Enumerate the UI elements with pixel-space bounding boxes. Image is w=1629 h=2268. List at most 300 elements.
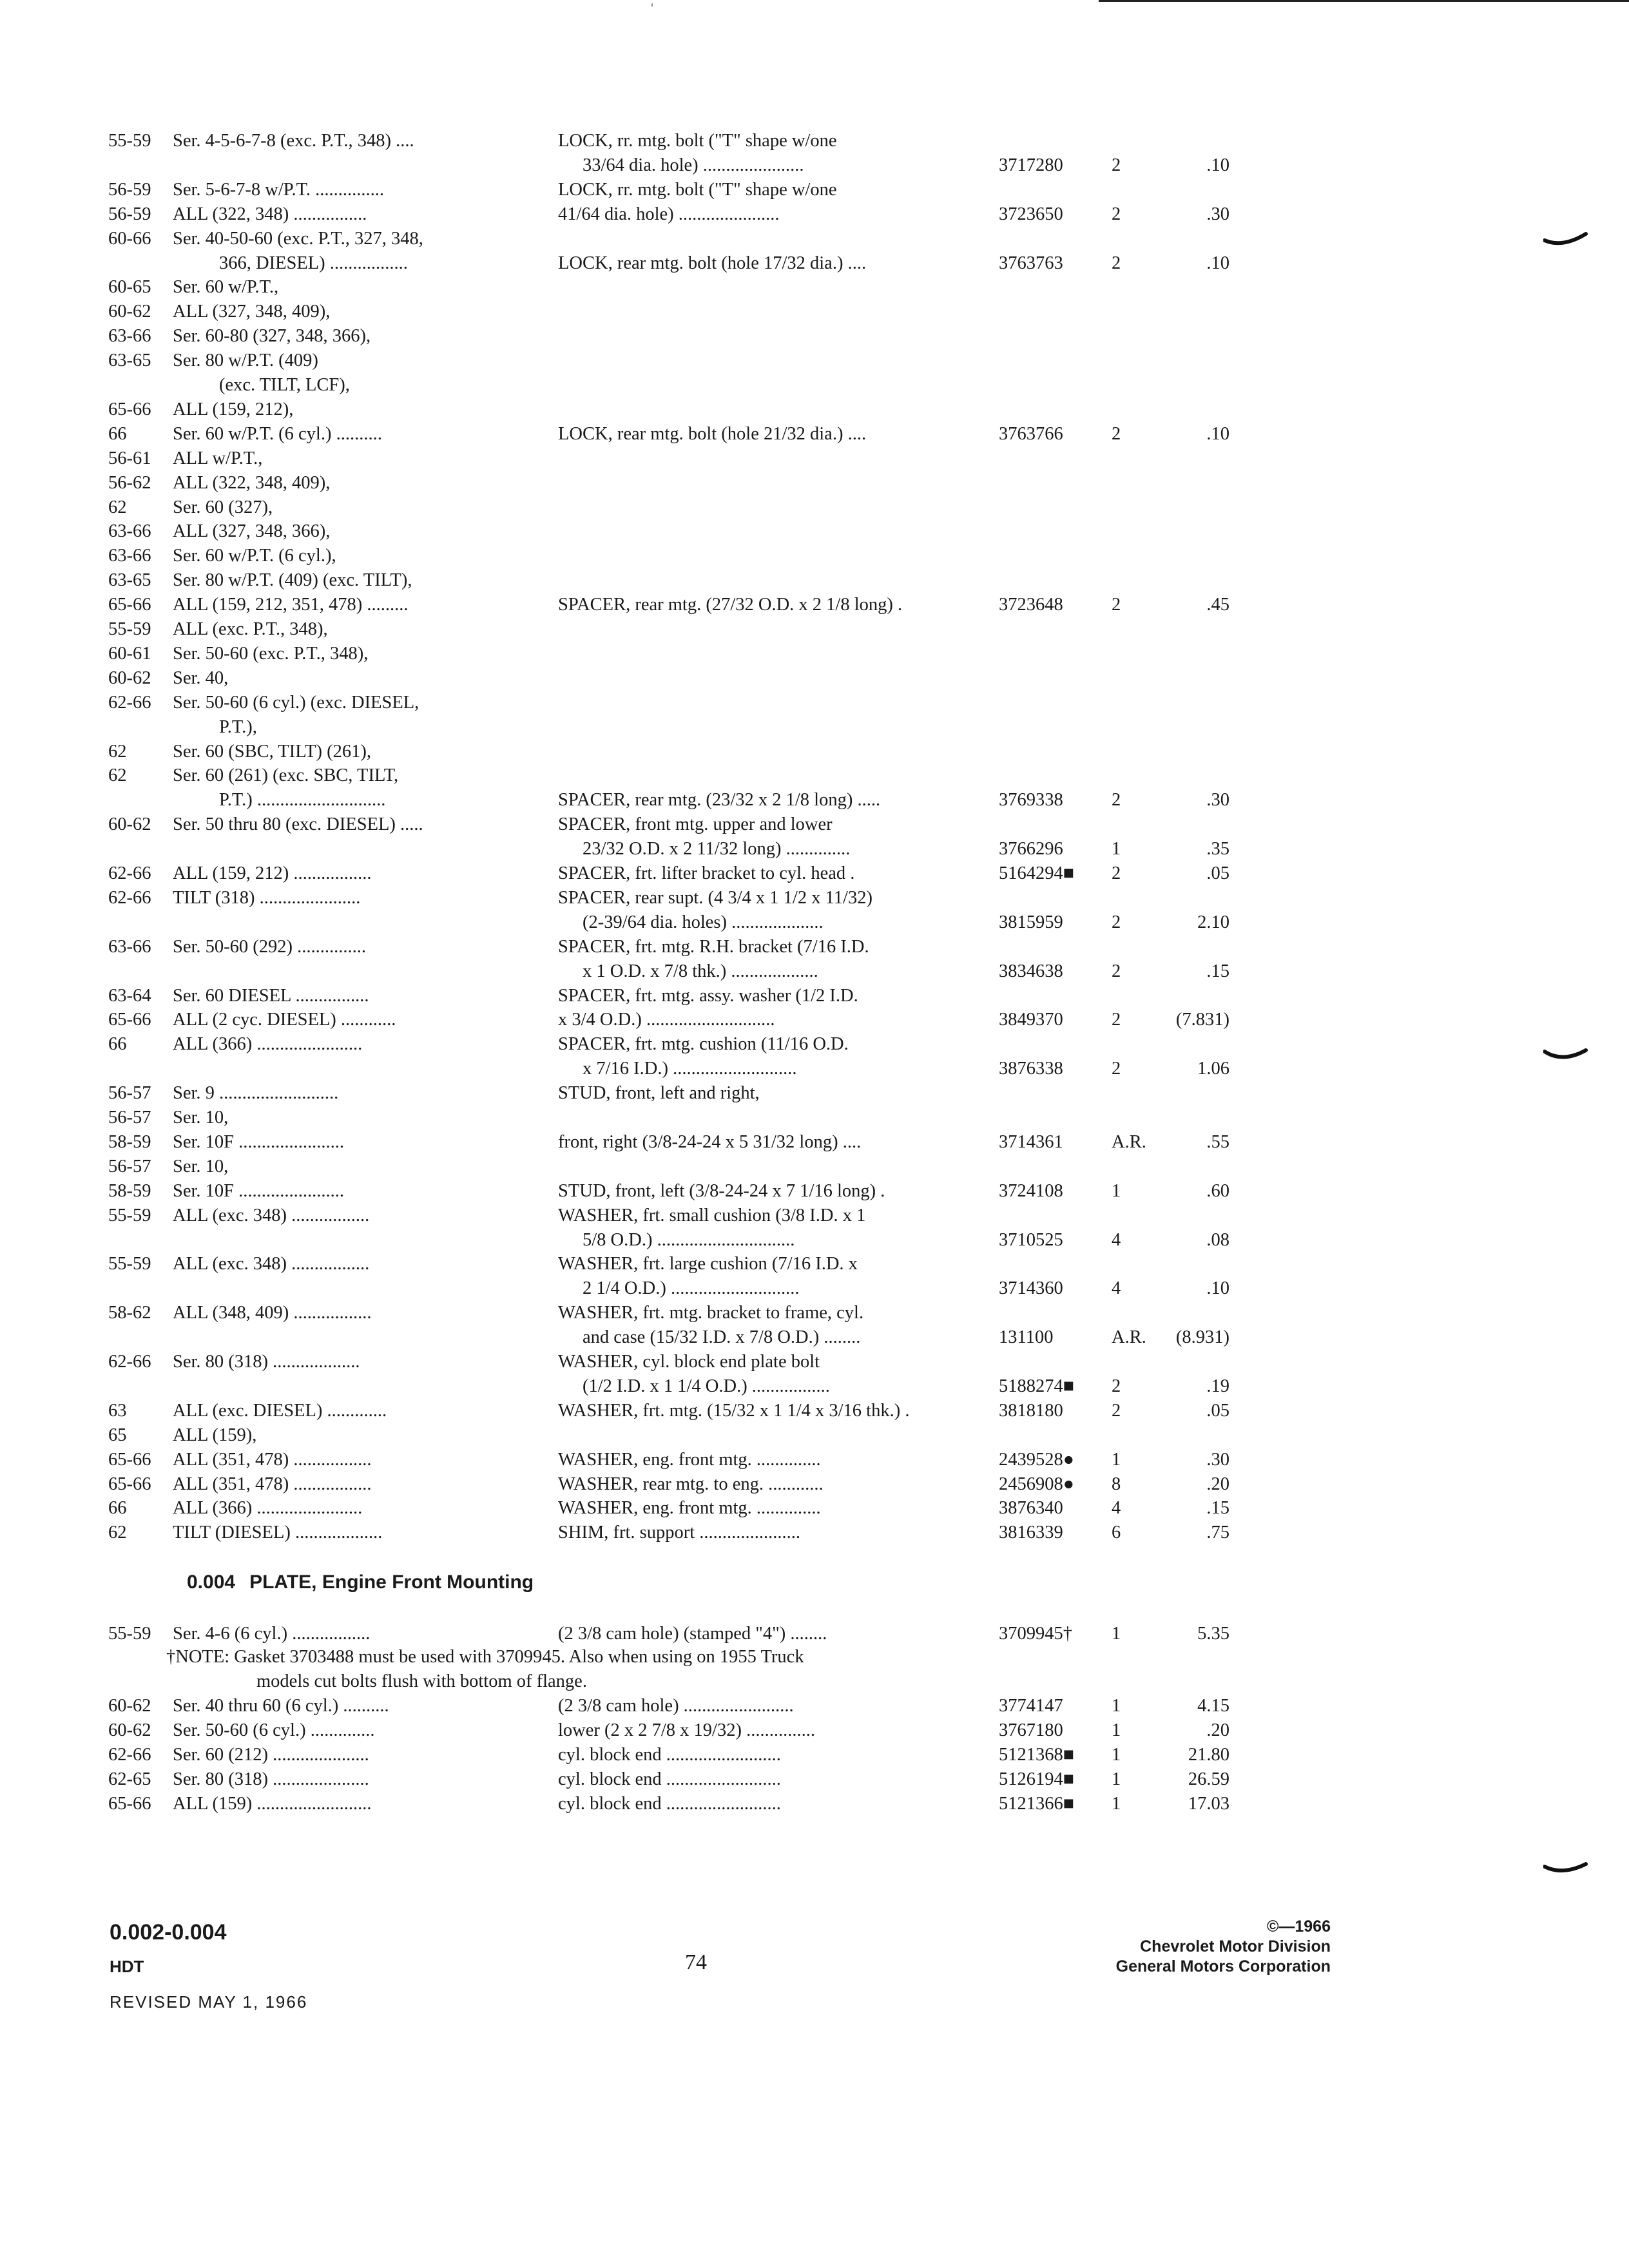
price: .08 <box>1206 1229 1229 1250</box>
table-row <box>0 324 1629 349</box>
model-year: 65-66 <box>108 595 151 615</box>
footer-code: HDT <box>110 1957 144 1976</box>
table-row <box>0 593 1629 617</box>
quantity: 2 <box>1112 253 1121 273</box>
price: 4.15 <box>1197 1696 1229 1716</box>
table-row <box>0 1032 1629 1057</box>
table-row <box>0 349 1629 373</box>
quantity: 4 <box>1112 1498 1121 1519</box>
application: ALL (exc. P.T., 348), <box>173 619 328 639</box>
table-row <box>0 1228 1629 1253</box>
table-row <box>0 1374 1629 1399</box>
table-row <box>0 1496 1629 1521</box>
quantity: 2 <box>1112 863 1121 883</box>
part-number: 5126194■ <box>999 1769 1074 1789</box>
description: SPACER, rear supt. (4 3/4 x 1 1/2 x 11/32) <box>558 887 872 908</box>
description: 33/64 dia. hole) ...................... <box>583 155 804 175</box>
application: ALL (348, 409) ................. <box>173 1303 372 1323</box>
application: Ser. 40-50-60 (exc. P.T., 327, 348, <box>173 228 423 249</box>
part-number: 3763766 <box>999 423 1063 444</box>
description: 23/32 O.D. x 2 11/32 long) .............. <box>583 839 851 860</box>
description: (2 3/8 cam hole) (stamped "4") ........ <box>558 1624 827 1644</box>
quantity: 1 <box>1112 1180 1121 1201</box>
table-row <box>0 935 1629 959</box>
model-year: 58-59 <box>108 1131 151 1152</box>
application: TILT (318) ...................... <box>173 887 361 908</box>
part-number: 3816339 <box>999 1523 1063 1543</box>
table-row <box>0 886 1629 910</box>
model-year: 56-57 <box>108 1108 151 1128</box>
price: .35 <box>1206 839 1229 860</box>
description: LOCK, rr. mtg. bolt ("T" shape w/one <box>558 179 837 200</box>
table-row <box>0 1252 1629 1276</box>
quantity: 1 <box>1112 1624 1121 1644</box>
quantity: 6 <box>1112 1523 1121 1543</box>
price: .15 <box>1206 961 1229 981</box>
table-row <box>0 642 1629 666</box>
part-number: 3849370 <box>999 1010 1063 1030</box>
table-row <box>0 861 1629 886</box>
application: ALL (322, 348, 409), <box>173 472 331 493</box>
table-row <box>0 691 1629 715</box>
price: 21.80 <box>1188 1745 1229 1765</box>
price: .60 <box>1206 1180 1229 1201</box>
price: .75 <box>1206 1523 1229 1543</box>
price: 2.10 <box>1197 912 1229 932</box>
table-row <box>0 1423 1629 1448</box>
model-year: 56-62 <box>108 472 151 493</box>
quantity: 4 <box>1112 1278 1121 1299</box>
table-row <box>0 984 1629 1008</box>
application: ALL (159, 212) ................. <box>173 863 372 883</box>
application: Ser. 60 (261) (exc. SBC, TILT, <box>173 765 399 786</box>
part-number: 3717280 <box>999 155 1063 175</box>
model-year: 63-65 <box>108 570 151 591</box>
footer-revised-date: REVISED MAY 1, 1966 <box>110 1992 308 2012</box>
application: ALL (159, 212, 351, 478) ......... <box>173 595 409 615</box>
quantity: 1 <box>1112 1449 1121 1470</box>
application: Ser. 60 w/P.T. (6 cyl.) .......... <box>173 423 382 444</box>
table-row <box>0 1130 1629 1155</box>
price: .05 <box>1206 1400 1229 1421</box>
application: Ser. 50-60 (292) ............... <box>173 936 367 957</box>
table-row <box>0 812 1629 837</box>
application: Ser. 60 (SBC, TILT) (261), <box>173 741 371 762</box>
copyright-division: Chevrolet Motor Division <box>1140 1937 1331 1956</box>
part-number: 5164294■ <box>999 863 1074 883</box>
table-row <box>0 764 1629 788</box>
application: Ser. 60 DIESEL ................ <box>173 985 369 1006</box>
model-year: 66 <box>108 1498 127 1519</box>
description: SHIM, frt. support ...................... <box>558 1523 801 1543</box>
model-year: 62-66 <box>108 1745 151 1765</box>
application: Ser. 5-6-7-8 w/P.T. ............... <box>173 179 385 200</box>
description: SPACER, front mtg. upper and lower <box>558 814 833 835</box>
description: x 1 O.D. x 7/8 thk.) ................... <box>583 961 818 981</box>
model-year: 56-61 <box>108 448 151 468</box>
part-number: 5121368■ <box>999 1745 1074 1765</box>
application: Ser. 10, <box>173 1156 229 1177</box>
model-year: 65 <box>108 1425 127 1445</box>
part-number: 3723648 <box>999 595 1063 615</box>
description: x 7/16 I.D.) ........................... <box>583 1059 797 1079</box>
price: .30 <box>1206 204 1229 224</box>
part-number: 3763763 <box>999 253 1063 273</box>
table-row <box>0 202 1629 227</box>
model-year: 65-66 <box>108 1474 151 1494</box>
model-year: 63-66 <box>108 326 151 347</box>
price: .10 <box>1206 1278 1229 1299</box>
description: SPACER, frt. mtg. assy. washer (1/2 I.D. <box>558 985 858 1006</box>
model-year: 55-59 <box>108 1254 151 1274</box>
price: .20 <box>1206 1474 1229 1494</box>
top-rule <box>1099 0 1629 2</box>
model-year: 62-66 <box>108 887 151 908</box>
table-row <box>0 1521 1629 1545</box>
price: .45 <box>1206 595 1229 615</box>
price: 17.03 <box>1188 1794 1229 1814</box>
model-year: 60-62 <box>108 302 151 322</box>
application: Ser. 10, <box>173 1108 229 1128</box>
application: ALL (exc. 348) ................. <box>173 1254 370 1274</box>
model-year: 60-65 <box>108 277 151 298</box>
model-year: 62 <box>108 497 127 517</box>
part-number: 3766296 <box>999 839 1063 860</box>
application: Ser. 10F ....................... <box>173 1131 345 1152</box>
model-year: 63-65 <box>108 351 151 371</box>
part-number: 3769338 <box>999 790 1063 811</box>
application: 366, DIESEL) ................. <box>219 253 408 273</box>
table-row <box>0 422 1629 447</box>
model-year: 60-62 <box>108 1720 151 1740</box>
table-row <box>0 1448 1629 1472</box>
description: SPACER, rear mtg. (23/32 x 2 1/8 long) ..... <box>558 790 881 811</box>
table-row <box>0 910 1629 935</box>
application: ALL (159, 212), <box>173 399 294 419</box>
description: SPACER, frt. lifter bracket to cyl. head . <box>558 863 855 883</box>
table-row <box>0 959 1629 984</box>
description: cyl. block end ......................... <box>558 1745 781 1765</box>
model-year: 63-66 <box>108 546 151 566</box>
table-row <box>0 251 1629 276</box>
description: WASHER, eng. front mtg. .............. <box>558 1449 821 1470</box>
part-number: 3774147 <box>999 1696 1063 1716</box>
table-row <box>0 1106 1629 1130</box>
application: Ser. 60 (212) ..................... <box>173 1745 369 1765</box>
table-row <box>0 495 1629 520</box>
table-row <box>0 1718 1629 1743</box>
price: .10 <box>1206 423 1229 444</box>
price: .10 <box>1206 155 1229 175</box>
description: 41/64 dia. hole) ...................... <box>558 204 780 224</box>
part-number: 3876338 <box>999 1059 1063 1079</box>
model-year: 65-66 <box>108 399 151 419</box>
table-row <box>0 740 1629 764</box>
table-row <box>0 544 1629 568</box>
application: Ser. 40 thru 60 (6 cyl.) .......... <box>173 1696 389 1716</box>
application: ALL (2 cyc. DIESEL) ............ <box>173 1010 396 1030</box>
quantity: 2 <box>1112 1376 1121 1396</box>
table-row <box>0 1008 1629 1032</box>
price: (7.831) <box>1175 1010 1229 1030</box>
table-row <box>0 568 1629 593</box>
quantity: 1 <box>1112 1794 1121 1814</box>
description: (2-39/64 dia. holes) .................... <box>583 912 824 932</box>
table-row <box>0 129 1629 153</box>
table-row <box>0 1301 1629 1325</box>
model-year: 58-59 <box>108 1180 151 1201</box>
application: Ser. 10F ....................... <box>173 1180 345 1201</box>
application: Ser. 50 thru 80 (exc. DIESEL) ..... <box>173 814 423 835</box>
part-number: 3723650 <box>999 204 1063 224</box>
price: .15 <box>1206 1498 1229 1519</box>
application: Ser. 80 (318) ................... <box>173 1352 360 1372</box>
model-year: 62-66 <box>108 863 151 883</box>
description: SPACER, rear mtg. (27/32 O.D. x 2 1/8 long) . <box>558 595 903 615</box>
model-year: 63-66 <box>108 521 151 542</box>
description: SPACER, frt. mtg. R.H. bracket (7/16 I.D. <box>558 936 869 957</box>
model-year: 63-64 <box>108 985 151 1006</box>
part-number: 3876340 <box>999 1498 1063 1519</box>
application: ALL (322, 348) ................ <box>173 204 367 224</box>
part-number: 3767180 <box>999 1720 1063 1740</box>
application: ALL w/P.T., <box>173 448 263 468</box>
application: ALL (exc. 348) ................. <box>173 1205 370 1225</box>
table-row <box>0 788 1629 812</box>
part-number: 3709945† <box>999 1624 1072 1644</box>
model-year: 55-59 <box>108 1624 151 1644</box>
model-year: 55-59 <box>108 131 151 151</box>
model-year: 65-66 <box>108 1794 151 1814</box>
page-number: 74 <box>685 1950 707 1974</box>
note-line-1: †NOTE: Gasket 3703488 must be used with 3709945. Also when using on 1955 Truck <box>166 1647 804 1667</box>
model-year: 63-66 <box>108 936 151 957</box>
application: ALL (366) ....................... <box>173 1034 363 1055</box>
application: Ser. 50-60 (6 cyl.) .............. <box>173 1720 375 1740</box>
description: 5/8 O.D.) .............................. <box>583 1229 795 1250</box>
table-row <box>0 1325 1629 1350</box>
table-row <box>0 398 1629 422</box>
quantity: 1 <box>1112 1769 1121 1789</box>
description: 2 1/4 O.D.) ............................ <box>583 1278 800 1299</box>
price: .10 <box>1206 253 1229 273</box>
quantity: 1 <box>1112 839 1121 860</box>
price: (8.931) <box>1175 1327 1229 1348</box>
price: .19 <box>1206 1376 1229 1396</box>
table-row <box>0 1155 1629 1179</box>
description: (2 3/8 cam hole) ........................ <box>558 1696 794 1716</box>
model-year: 62 <box>108 741 127 762</box>
part-number: 2456908● <box>999 1474 1074 1494</box>
application: Ser. 80 (318) ..................... <box>173 1769 369 1789</box>
quantity: 2 <box>1112 423 1121 444</box>
model-year: 60-66 <box>108 228 151 249</box>
copyright-corporation: General Motors Corporation <box>1115 1957 1331 1975</box>
table-row <box>0 471 1629 495</box>
part-number: 2439528● <box>999 1449 1074 1470</box>
price: .30 <box>1206 790 1229 811</box>
quantity: 2 <box>1112 1059 1121 1079</box>
quantity: A.R. <box>1112 1131 1146 1152</box>
table-row <box>0 1622 1629 1646</box>
description: WASHER, frt. large cushion (7/16 I.D. x <box>558 1254 858 1274</box>
model-year: 60-62 <box>108 668 151 688</box>
part-number: 3724108 <box>999 1180 1063 1201</box>
application: ALL (159) ......................... <box>173 1794 372 1814</box>
model-year: 56-59 <box>108 179 151 200</box>
part-number: 3834638 <box>999 961 1063 981</box>
application: ALL (327, 348, 366), <box>173 521 331 542</box>
description: WASHER, rear mtg. to eng. ............ <box>558 1474 824 1494</box>
quantity: 2 <box>1112 155 1121 175</box>
table-row <box>0 519 1629 544</box>
table-row <box>0 153 1629 178</box>
margin-mark <box>1543 1852 1588 1878</box>
table-row <box>0 837 1629 861</box>
description: WASHER, frt. mtg. bracket to frame, cyl. <box>558 1303 864 1323</box>
table-row <box>0 1057 1629 1081</box>
model-year: 60-61 <box>108 643 151 664</box>
table-row <box>0 1767 1629 1792</box>
application: ALL (exc. DIESEL) ............. <box>173 1400 387 1421</box>
description: LOCK, rear mtg. bolt (hole 17/32 dia.) .... <box>558 253 867 273</box>
description: LOCK, rear mtg. bolt (hole 21/32 dia.) .... <box>558 423 867 444</box>
model-year: 62-66 <box>108 1352 151 1372</box>
application: Ser. 60-80 (327, 348, 366), <box>173 326 371 347</box>
quantity: 2 <box>1112 595 1121 615</box>
quantity: 2 <box>1112 790 1121 811</box>
part-number: 3714360 <box>999 1278 1063 1299</box>
application: Ser. 60 (327), <box>173 497 273 517</box>
model-year: 62 <box>108 1523 127 1543</box>
table-row <box>0 1204 1629 1228</box>
application: ALL (366) ....................... <box>173 1498 363 1519</box>
quantity: 2 <box>1112 204 1121 224</box>
application: Ser. 50-60 (6 cyl.) (exc. DIESEL, <box>173 692 419 713</box>
application: Ser. 9 .......................... <box>173 1083 339 1104</box>
model-year: 66 <box>108 1034 127 1055</box>
table-row <box>0 275 1629 300</box>
table-row <box>0 227 1629 251</box>
table-row <box>0 178 1629 202</box>
application: P.T.), <box>219 716 257 737</box>
table-row <box>0 373 1629 398</box>
part-number: 3710525 <box>999 1229 1063 1250</box>
price: .05 <box>1206 863 1229 883</box>
table-row <box>0 715 1629 740</box>
table-row <box>0 1743 1629 1767</box>
part-number: 5121366■ <box>999 1794 1074 1814</box>
table-row <box>0 1350 1629 1374</box>
application: Ser. 60 w/P.T., <box>173 277 279 298</box>
application: ALL (351, 478) ................. <box>173 1474 372 1494</box>
model-year: 65-66 <box>108 1010 151 1030</box>
application: Ser. 4-6 (6 cyl.) ................. <box>173 1624 371 1644</box>
quantity: 1 <box>1112 1745 1121 1765</box>
application: Ser. 80 w/P.T. (409) <box>173 351 318 371</box>
model-year: 55-59 <box>108 619 151 639</box>
footer-section-range: 0.002-0.004 <box>110 1920 227 1945</box>
application: ALL (351, 478) ................. <box>173 1449 372 1470</box>
table-row <box>0 1792 1629 1816</box>
model-year: 58-62 <box>108 1303 151 1323</box>
model-year: 62-66 <box>108 692 151 713</box>
application: Ser. 80 w/P.T. (409) (exc. TILT), <box>173 570 412 591</box>
table-row <box>0 1081 1629 1106</box>
table-row <box>0 300 1629 324</box>
quantity: 1 <box>1112 1720 1121 1740</box>
copyright-block <box>967 1917 1331 1977</box>
note-line-2: models cut bolts flush with bottom of flange. <box>256 1671 587 1691</box>
model-year: 62 <box>108 765 127 786</box>
part-number: 5188274■ <box>999 1376 1074 1396</box>
model-year: 60-62 <box>108 1696 151 1716</box>
quantity: 8 <box>1112 1474 1121 1494</box>
application: ALL (327, 348, 409), <box>173 302 331 322</box>
description: WASHER, eng. front mtg. .............. <box>558 1498 821 1519</box>
price: 1.06 <box>1197 1059 1229 1079</box>
application: Ser. 4-5-6-7-8 (exc. P.T., 348) .... <box>173 131 414 151</box>
section-number: 0.004 <box>187 1571 236 1593</box>
description: WASHER, frt. small cushion (3/8 I.D. x 1 <box>558 1205 866 1225</box>
quantity: 2 <box>1112 1400 1121 1421</box>
table-row <box>0 617 1629 642</box>
section-title: PLATE, Engine Front Mounting <box>249 1571 534 1593</box>
top-mark: ' <box>651 0 653 16</box>
price: .30 <box>1206 1449 1229 1470</box>
model-year: 62-65 <box>108 1769 151 1789</box>
description: WASHER, cyl. block end plate bolt <box>558 1352 820 1372</box>
quantity: 4 <box>1112 1229 1121 1250</box>
description: lower (2 x 2 7/8 x 19/32) ............... <box>558 1720 815 1740</box>
quantity: 1 <box>1112 1696 1121 1716</box>
price: .20 <box>1206 1720 1229 1740</box>
application: Ser. 60 w/P.T. (6 cyl.), <box>173 546 336 566</box>
price: 26.59 <box>1188 1769 1229 1789</box>
price: 5.35 <box>1197 1624 1229 1644</box>
table-row <box>0 666 1629 691</box>
section-heading <box>187 1571 534 1593</box>
description: and case (15/32 I.D. x 7/8 O.D.) ........ <box>583 1327 861 1348</box>
part-number: 3714361 <box>999 1131 1063 1152</box>
description: cyl. block end ......................... <box>558 1794 781 1814</box>
model-year: 56-59 <box>108 204 151 224</box>
table-row <box>0 1694 1629 1718</box>
model-year: 63 <box>108 1400 127 1421</box>
description: STUD, front, left and right, <box>558 1083 760 1104</box>
model-year: 60-62 <box>108 814 151 835</box>
description: WASHER, frt. mtg. (15/32 x 1 1/4 x 3/16 thk.) . <box>558 1400 910 1421</box>
part-number: 3818180 <box>999 1400 1063 1421</box>
application: P.T.) ............................ <box>219 790 386 811</box>
description: x 3/4 O.D.) ............................ <box>558 1010 775 1030</box>
model-year: 56-57 <box>108 1156 151 1177</box>
part-number: 3815959 <box>999 912 1063 932</box>
quantity: 2 <box>1112 961 1121 981</box>
quantity: A.R. <box>1112 1327 1146 1348</box>
part-number: 131100 <box>999 1327 1054 1348</box>
model-year: 56-57 <box>108 1083 151 1104</box>
table-row <box>0 1472 1629 1497</box>
application: Ser. 50-60 (exc. P.T., 348), <box>173 643 369 664</box>
quantity: 2 <box>1112 1010 1121 1030</box>
description: STUD, front, left (3/8-24-24 x 7 1/16 long) . <box>558 1180 885 1201</box>
application: Ser. 40, <box>173 668 229 688</box>
price: .55 <box>1206 1131 1229 1152</box>
model-year: 66 <box>108 423 127 444</box>
quantity: 2 <box>1112 912 1121 932</box>
description: cyl. block end ......................... <box>558 1769 781 1789</box>
